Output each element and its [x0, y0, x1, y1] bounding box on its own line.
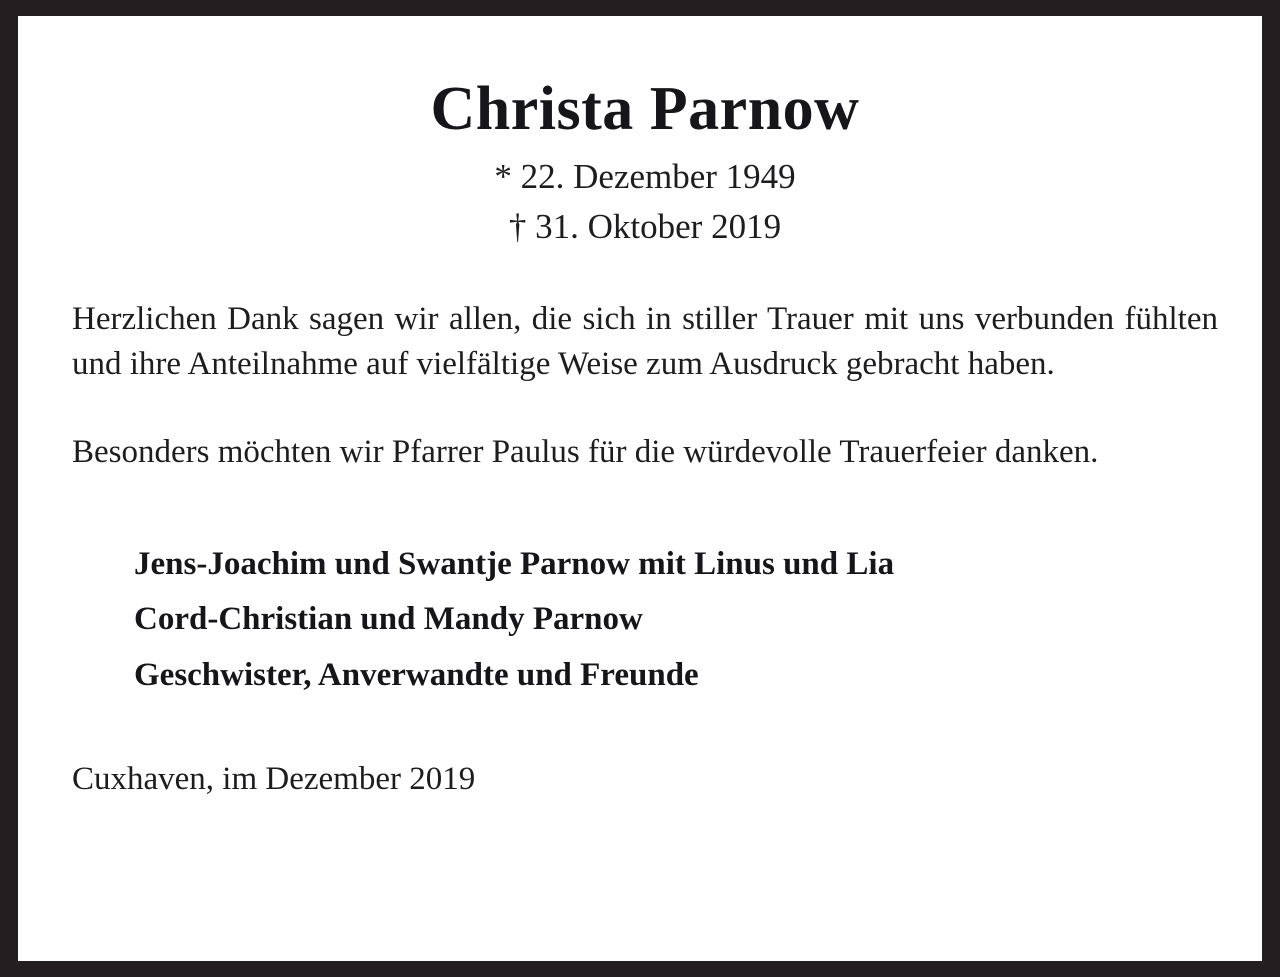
- deceased-name: Christa Parnow: [430, 75, 860, 143]
- survivors-list: [134, 537, 1218, 703]
- obituary-card: [18, 16, 1262, 961]
- survivor-line: Cord-Christian und Mandy Parnow: [134, 601, 643, 638]
- death-date: † 31. Oktober 2019: [508, 206, 782, 246]
- survivor-line: Jens-Joachim und Swantje Parnow mit Linus und Lia: [134, 546, 895, 583]
- birth-date: * 22. Dezember 1949: [494, 157, 796, 196]
- thanks-paragraph: Herzlichen Dank sagen wir allen, die sich in stiller Trauer mit uns verbunden fühlten und ihre Anteilnahme auf vielfältige Weise zum Ausdruck gebracht haben.: [72, 301, 1218, 382]
- obituary-content: [72, 16, 1218, 961]
- survivor-line: Geschwister, Anverwandte und Freunde: [134, 656, 699, 693]
- pastor-thanks-paragraph: Besonders möchten wir Pfarrer Paulus für die würdevolle Trauerfeier danken.: [72, 434, 1099, 471]
- obituary-body: [72, 297, 1218, 475]
- obituary-header: [72, 16, 1218, 251]
- place-and-date: Cuxhaven, im Dezember 2019: [72, 761, 476, 798]
